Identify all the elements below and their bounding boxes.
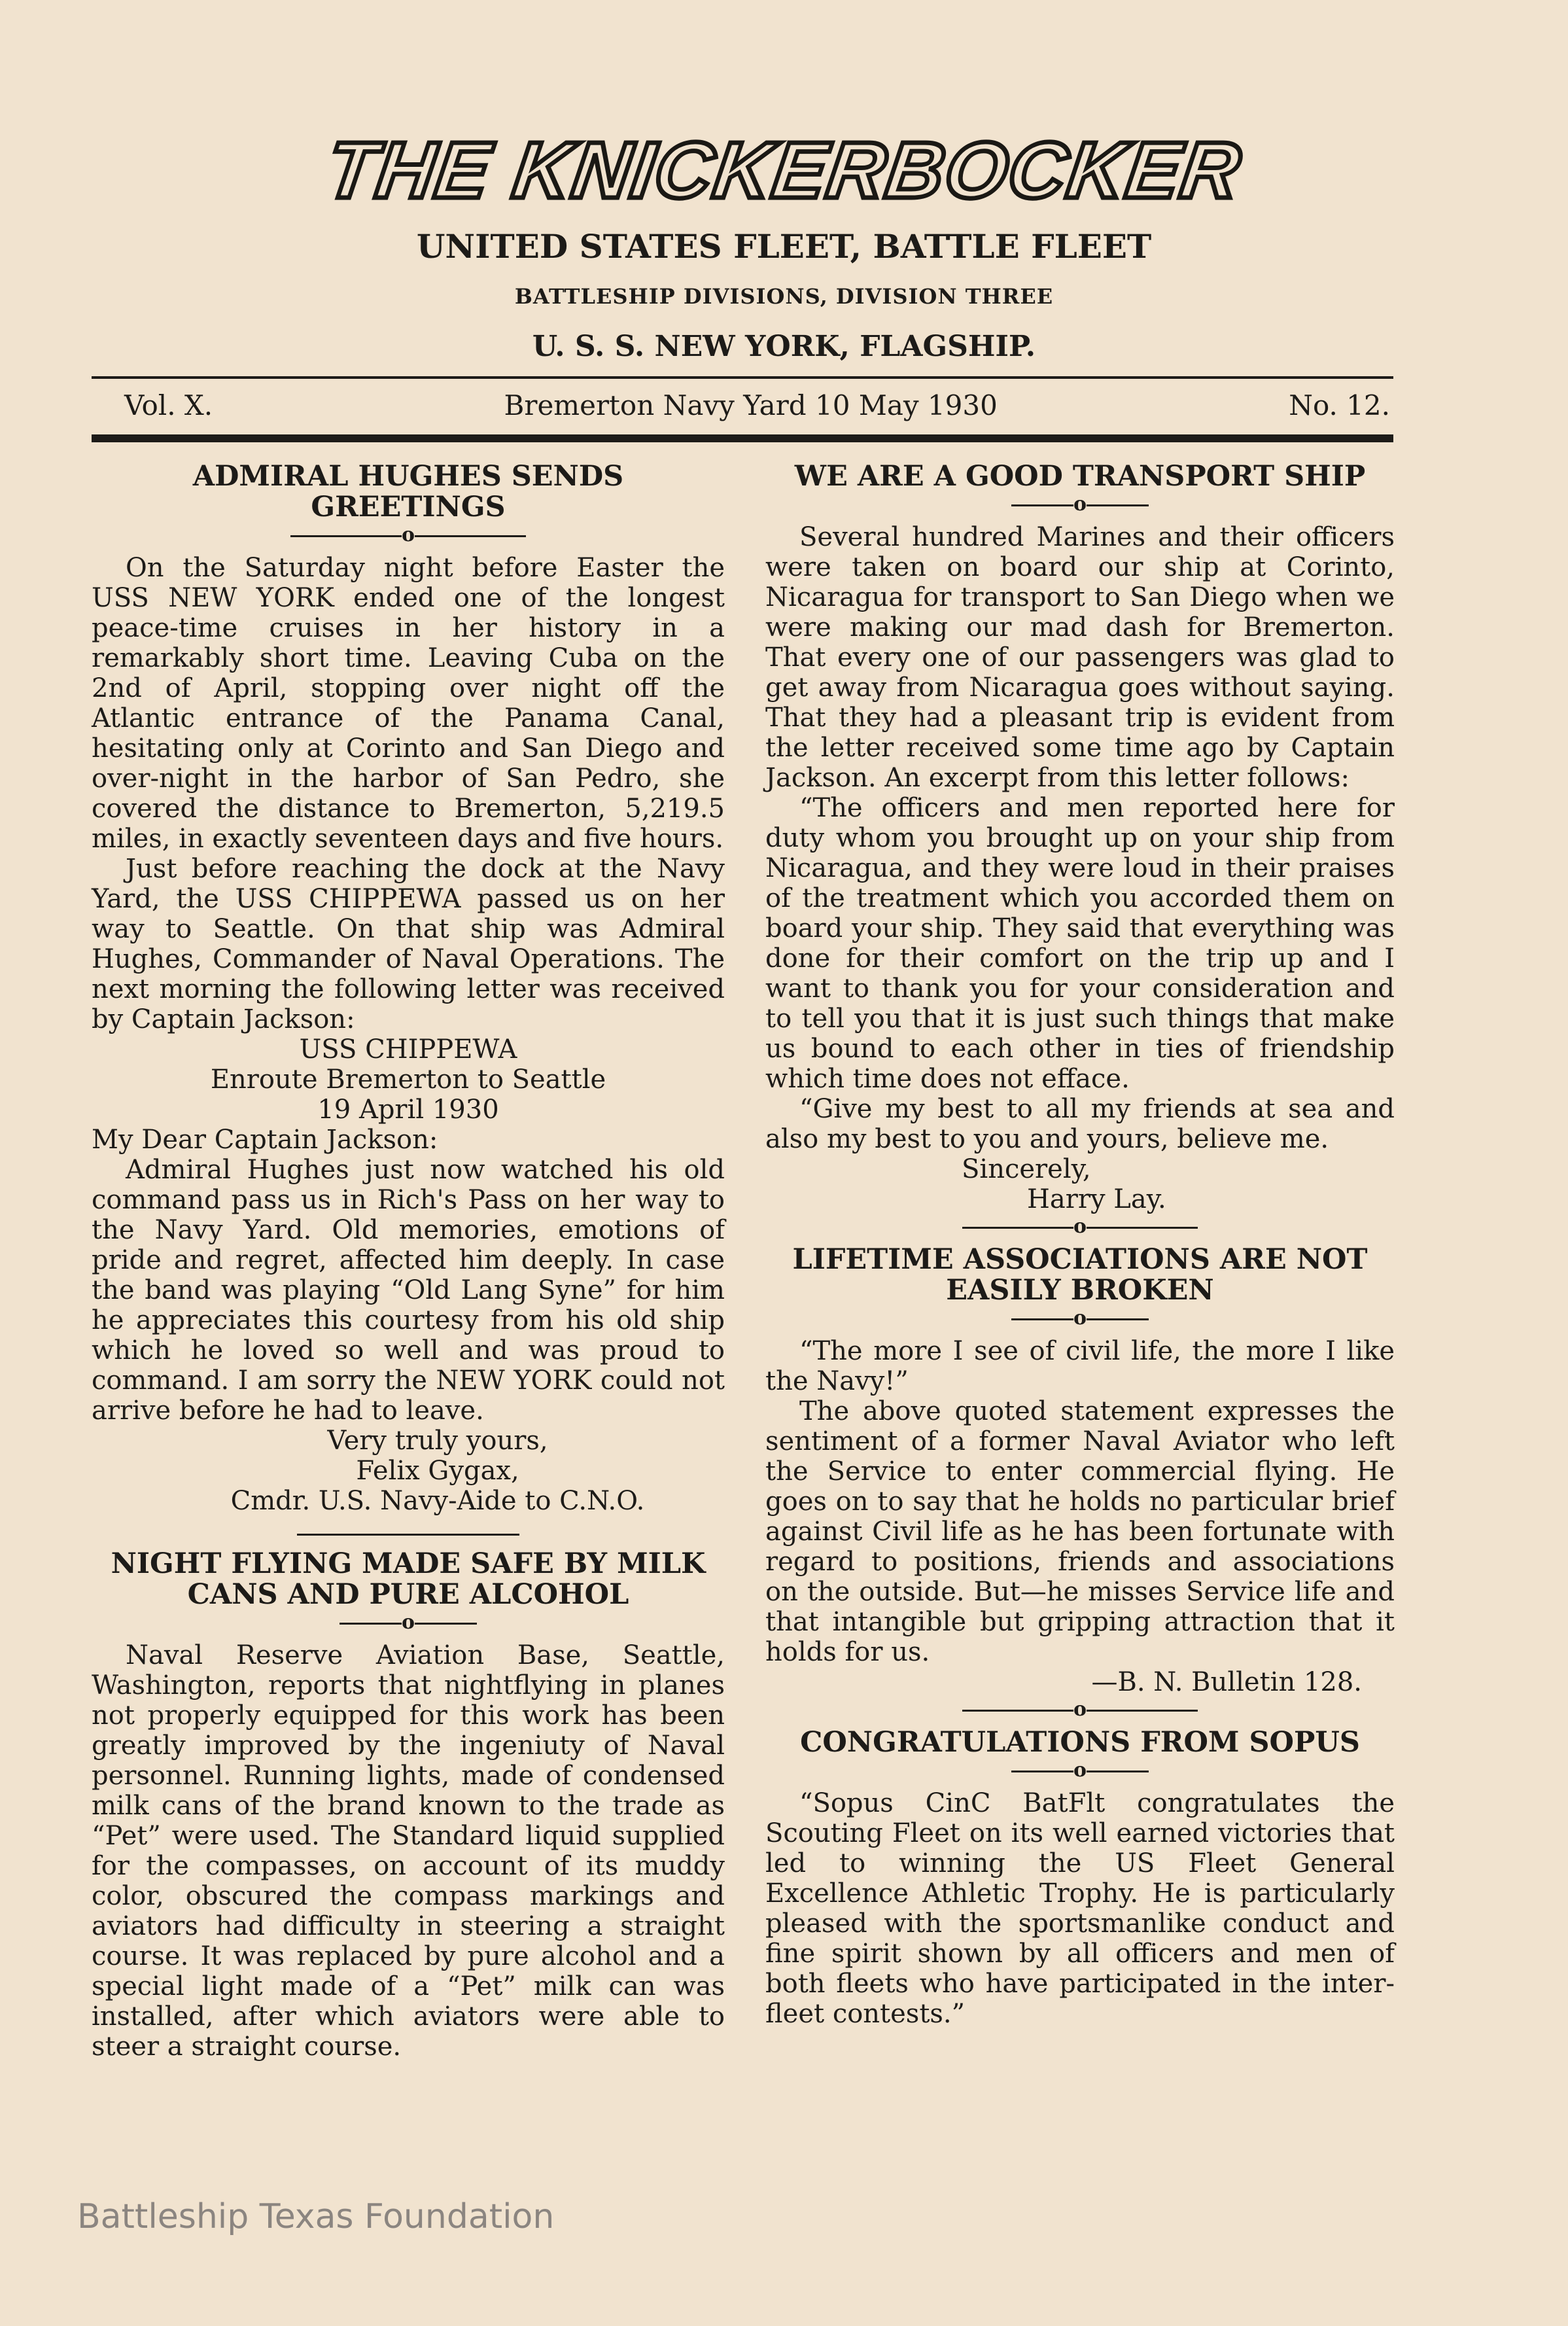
division-line: BATTLESHIP DIVISIONS, DIVISION THREE [514,284,1054,309]
ornament-divider: o [765,492,1395,517]
letter-signer-title: Cmdr. U.S. Navy-Aide to C.N.O. [230,1486,645,1516]
right-column [765,461,1395,2029]
letter-signer: Harry Lay. [1027,1184,1166,1214]
issue-line [124,387,1390,424]
paragraph: Naval Reserve Aviation Base, Seattle, Washington, reports that nightflying in planes not properly equipped for this work has been greatly improved by the ingeniuty of Naval personnel. Running lights, made of condensed milk cans of the brand known to the trade as “Pet” were used. The Standard liquid supplied for the compasses, on account of its muddy color, obscured the compass markings and aviators had difficulty in steering a straight course. It was replaced by pure alcohol and a special light made of a “Pet” milk can was installed, after which aviators were able to steer a straight course. [92,1640,725,2062]
letter-signer: Felix Gygax, [356,1456,519,1486]
paragraph: Several hundred Marines and their officers were taken on board our ship at Corinto, Nicaragua for transport to San Diego when we were making our mad dash for Bremerton. That every one of our passengers was glad to get away from Nicaragua goes without saying. That they had a pleasant trip is evident from the letter received some time ago by Captain Jackson. An excerpt from this letter follows: [765,522,1395,793]
watermark-text: Battleship Texas Foundation [77,2197,555,2236]
letter-route: Enroute Bremerton to Seattle [210,1065,606,1095]
section-divider [92,1521,725,1546]
headline: CONGRATULATIONS FROM SOPUS [800,1726,1360,1759]
paragraph: Just before reaching the dock at the Navy Yard, the USS CHIPPEWA passed us on her way to Seattle. On that ship was Admiral Hughes, Commander of Naval Operations. The next morning the following letter was received by Captain Jackson: [92,854,725,1034]
ornament-divider: o [765,1306,1395,1331]
quote: “The more I see of civil life, the more I like the Navy!” [765,1336,1395,1396]
article-transport-ship [765,461,1395,1214]
volume-number: Vol. X. [124,389,213,421]
headline: NIGHT FLYING MADE SAFE BY MILK CANS AND PURE ALCOHOL [111,1547,706,1611]
masthead-rule-top [92,376,1393,379]
headline: ADMIRAL HUGHES SENDS GREETINGS [192,460,624,523]
newspaper-title: THE KNICKERBOCKER [321,126,1247,215]
salutation: My Dear Captain Jackson: [92,1125,438,1155]
paragraph: “Give my best to all my friends at sea and also my best to you and yours, believe me. [765,1094,1395,1154]
paragraph: Admiral Hughes just now watched his old command pass us in Rich's Pass on her way to the Navy Yard. Old memories, emotions of pride and regret, affected him deeply. In case the band was playing “Old Lang Syne” for him he appreciates this courtesy from his old ship which he loved so well and was proud to command. I am sorry the NEW YORK could not arrive before he had to leave. [92,1155,725,1426]
letter-date: 19 April 1930 [317,1095,499,1125]
fleet-line: UNITED STATES FLEET, BATTLE FLEET [416,227,1152,266]
letter-heading: USS CHIPPEWA [299,1034,517,1065]
left-column [92,461,725,2062]
letter-closing: Sincerely, [962,1154,1091,1184]
article-night-flying [92,1549,725,2062]
issue-number: No. 12. [1289,389,1390,421]
letter-closing: Very truly yours, [327,1426,548,1456]
source-credit: —B. N. Bulletin 128. [1091,1667,1362,1697]
paragraph: The above quoted statement expresses the sentiment of a former Naval Aviator who left the Service to enter commercial flying. He goes on to say that he holds no particular brief against Civil life as he has been fortunate with regard to positions, friends and associations on the outside. But—he misses Service life and that intangible but gripping attraction that it holds for us. [765,1396,1395,1667]
paragraph: On the Saturday night before Easter the USS NEW YORK ended one of the longest peace-time cruises in her history in a remarkably short time. Leaving Cuba on the 2nd of April, stopping over night off the Atlantic entrance of the Panama Canal, hesitating only at Corinto and San Diego and over-night in the harbor of San Pedro, she covered the distance to Bremerton, 5,219.5 miles, in exactly seventeen days and five hours. [92,553,725,854]
ornament-divider: o [765,1697,1395,1722]
masthead-rule-bottom [92,434,1393,442]
ornament-divider: o [765,1758,1395,1783]
ornament-divider: o [92,1610,725,1635]
flagship-line: U. S. S. NEW YORK, FLAGSHIP. [532,330,1036,363]
headline: LIFETIME ASSOCIATIONS ARE NOT EASILY BROKEN [792,1243,1368,1307]
paragraph: “The officers and men reported here for duty whom you brought up on your ship from Nicaragua, and they were loud in their praises of the treatment which you accorded them on board your ship. They said that everything was done for their comfort on the trip up and I want to thank you for your consideration and to tell you that it is just such things that make us bound to each other in ties of friendship which time does not efface. [765,793,1395,1094]
ornament-divider: o [765,1214,1395,1239]
paragraph: “Sopus CinC BatFlt congratulates the Scouting Fleet on its well earned victories that led to winning the US Fleet General Excellence Athletic Trophy. He is particularly pleased with the sportsmanlike conduct and fine spirit shown by all officers and men of both fleets who have participated in the inter-fleet contests.” [765,1788,1395,2029]
article-admiral-hughes [92,461,725,1516]
headline: WE ARE A GOOD TRANSPORT SHIP [794,460,1366,493]
ornament-divider: o [92,523,725,548]
article-congratulations-sopus [765,1727,1395,2029]
article-lifetime-associations [765,1244,1395,1697]
dateline: Bremerton Navy Yard 10 May 1930 [504,389,998,421]
masthead [0,121,1568,364]
